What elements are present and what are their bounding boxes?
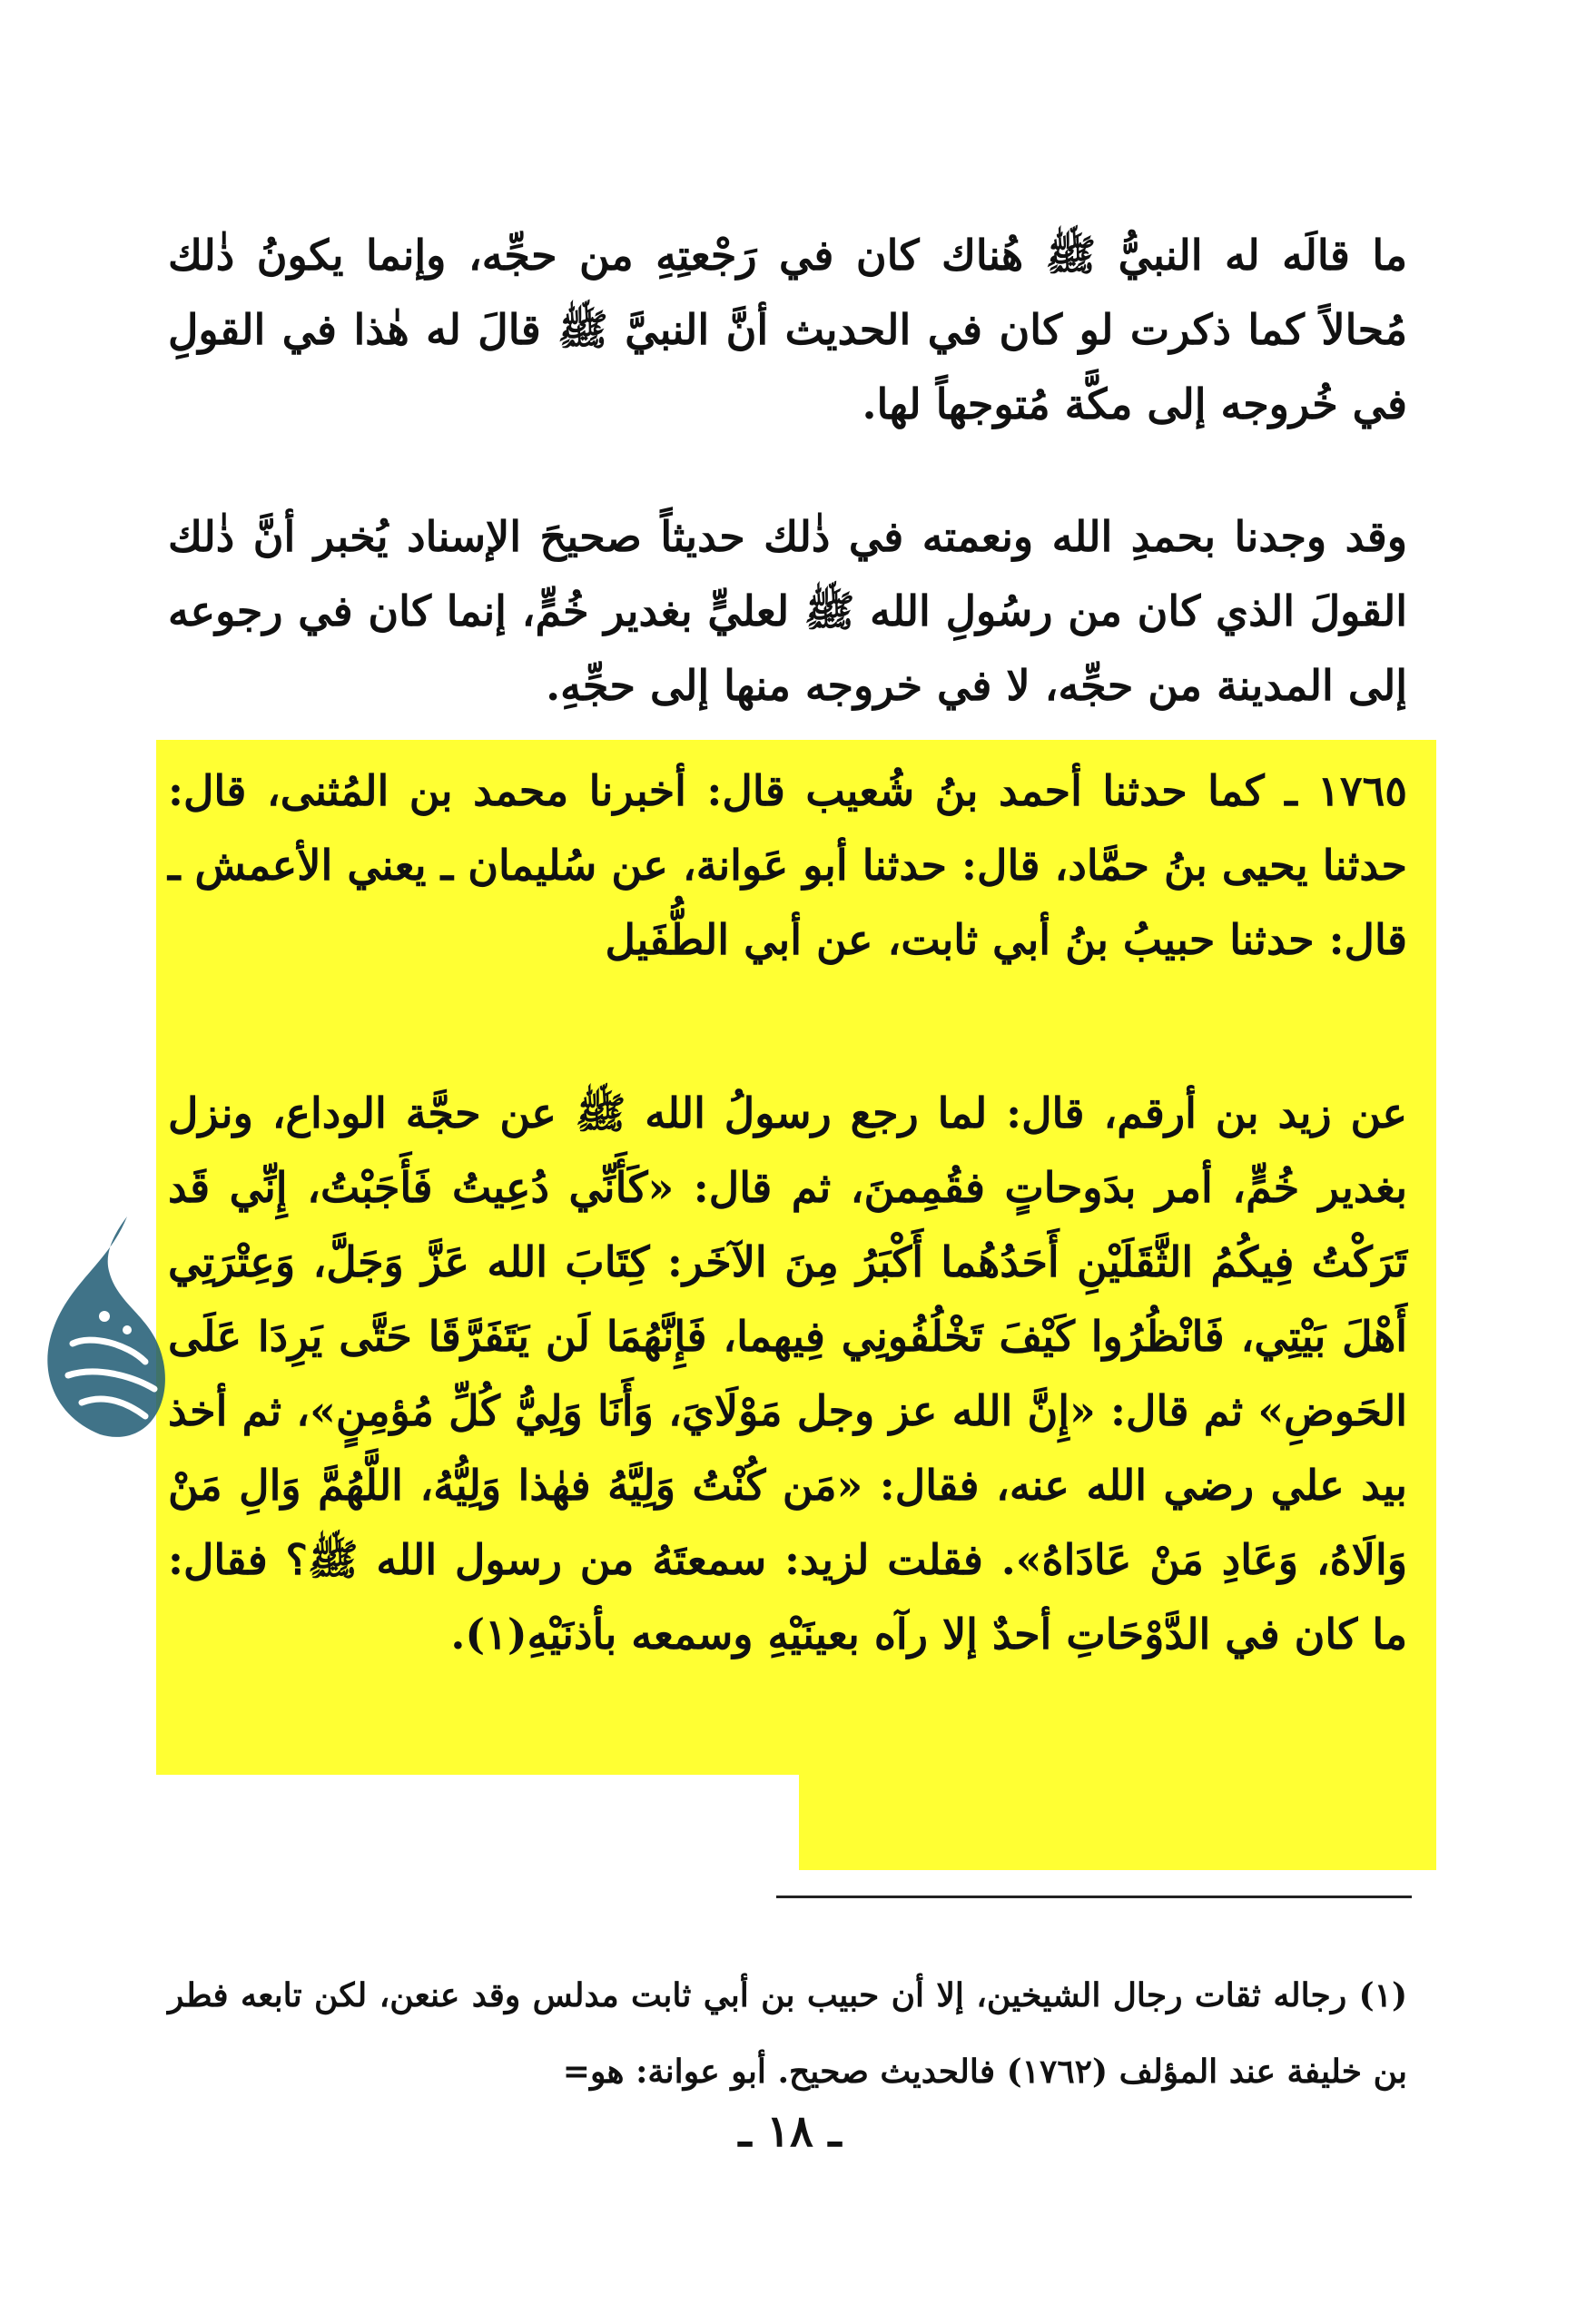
highlight-box-tail (799, 1770, 1436, 1870)
paragraph-intro: ما قالَه له النبيُّ ﷺ هُناك كان في رَجْعتِهِ من حجِّه، وإنما يكونُ ذٰلك مُحالاً كما ذكرت لو كان في الحديث أنَّ النبيَّ ﷺ قالَ له هٰذا في القولِ في خُروجه إلى مكَّة مُتوجهاً لها. (168, 231, 1407, 428)
paragraph-found-hadith: وقد وجدنا بحمدِ الله ونعمته في ذٰلك حديثاً صحيحَ الإسناد يُخبر أنَّ ذٰلك القولَ الذي كان من رسُولِ الله ﷺ لعليٍّ بغدير خُمٍّ، إنما كان في رجوعه إلى المدينة من حجِّه، لا في خروجه منها إلى حجِّهِ. (168, 512, 1407, 710)
paragraph-hadith-text: عن زيد بن أرقم، قال: لما رجع رسولُ الله ﷺ عن حجَّة الوداع، ونزل بغدير خُمٍّ، أمر بدَوحاتٍ فقُمِمنَ، ثم قال: «كَأَنِّي دُعِيتُ فَأَجَبْتُ، إِنِّي قَد تَرَكْتُ فِيكُمُ الثَّقَلَيْنِ أَحَدُهُما أَكْبَرُ مِنَ الآخَر: كِتَابَ الله عَزَّ وَجَلَّ، وَعِتْرَتِي أَهْلَ بَيْتِي، فَانْظُرُوا كَيْفَ تَخْلُفُونِي فِيهما، فَإِنَّهُمَا لَن يَتَفَرَّقَا حَتَّى يَرِدَا عَلَى الحَوضِ» ثم قال: «إِنَّ الله عز وجل مَوْلَايَ، وَأَنَا وَلِيُّ كُلِّ مُؤمِنٍ»، ثم أخذ بيد علي رضي الله عنه، فقال: «مَن كُنْتُ وَلِيَّهُ فهٰذا وَلِيُّهُ، اللَّهُمَّ وَالِ مَنْ وَالَاهُ، وَعَادِ مَنْ عَادَاهُ». فقلت لزيد: سمعتَهُ من رسول الله ﷺ؟ فقال: ما كان في الدَّوْحَاتِ أحدٌ إلا رآه بعينَيْهِ وسمعه بأذنَيْهِ(١). (168, 1088, 1407, 1659)
page-number: ـ ١٨ ـ (738, 2106, 842, 2157)
footnote: (١) رجاله ثقات رجال الشيخين، إلا أن حبيب بن أبي ثابت مدلس وقد عنعن، لكن تابعه فطر بن خليفة عند المؤلف (١٧٦٢) فالحديث صحيح. أبو عوانة: هو= (168, 1976, 1407, 2091)
paragraph-isnad: ١٧٦٥ ـ كما حدثنا أحمد بنُ شُعيب قال: أخبرنا محمد بن المُثنى، قال: حدثنا يحيى بنُ حمَّاد، قال: حدثنا أبو عَوانة، عن سُليمان ـ يعني الأعمش ـ قال: حدثنا حبيبُ بنُ أبي ثابت، عن أبي الطُّفَيل (168, 766, 1407, 964)
footnote-divider (776, 1896, 1412, 1898)
calligraphic-watermark-logo-icon (18, 1207, 182, 1462)
